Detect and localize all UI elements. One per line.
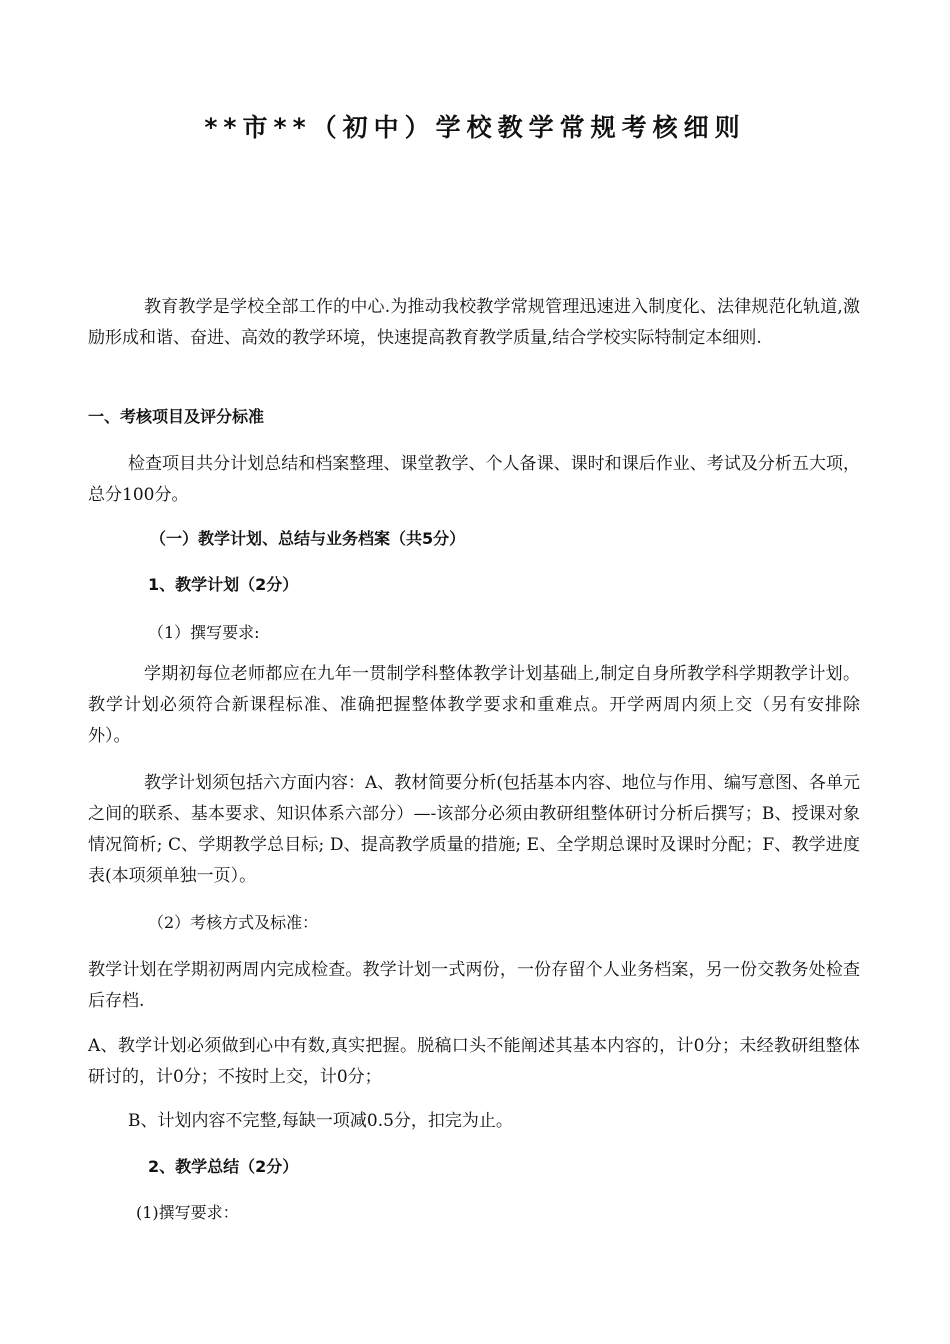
body-paragraph: 教学计划须包括六方面内容：A、教材简要分析(包括基本内容、地位与作用、编写意图、各单元之间的联系、基本要求、知识体系六部分）—-该部分必须由教研组整体研讨分析后撰写；B、授课对象情况简析; C、学期教学总目标; D、提高教学质量的措施; E、全学期总课时及课时分配；F、教学进度表(本项须单独一页）。: [88, 773, 860, 886]
document-title: **市**（初中）学校教学常规考核细则: [204, 113, 746, 142]
body-paragraph: 学期初每位老师都应在九年一贯制学科整体教学计划基础上,制定自身所教学科学期教学计划。教学计划必须符合新课程标准、准确把握整体教学要求和重难点。开学两周内须上交（另有安排除外）。: [88, 664, 860, 746]
item-heading: 2、教学总结（2分）: [148, 1157, 299, 1176]
item-heading: 1、教学计划（2分）: [148, 575, 299, 594]
subheading: （1）撰写要求:: [148, 623, 260, 642]
part-heading: （一）教学计划、总结与业务档案（共5分）: [150, 529, 466, 548]
subheading: （2）考核方式及标准：: [148, 913, 319, 932]
subheading: (1)撰写要求：: [136, 1203, 239, 1222]
body-paragraph: A、教学计划必须做到心中有数,真实把握。脱稿口头不能阐述其基本内容的，计0分；未经教研组整体研讨的，计0分；不按时上交，计0分；: [88, 1036, 860, 1087]
section-heading: 一、考核项目及评分标准: [88, 407, 265, 426]
section-paragraph: 检查项目共分计划总结和档案整理、课堂教学、个人备课、课时和课后作业、考试及分析五大项，总分100分。: [88, 454, 860, 505]
body-paragraph: 教学计划在学期初两周内完成检查。教学计划一式两份，一份存留个人业务档案，另一份交教务处检查后存档.: [88, 960, 860, 1011]
intro-paragraph: 教育教学是学校全部工作的中心.为推动我校教学常规管理迅速进入制度化、法律规范化轨道,激励形成和谐、奋进、高效的教学环境，快速提高教育教学质量,结合学校实际特制定本细则.: [88, 297, 860, 348]
body-paragraph: B、计划内容不完整,每缺一项减0.5分，扣完为止。: [128, 1111, 513, 1131]
